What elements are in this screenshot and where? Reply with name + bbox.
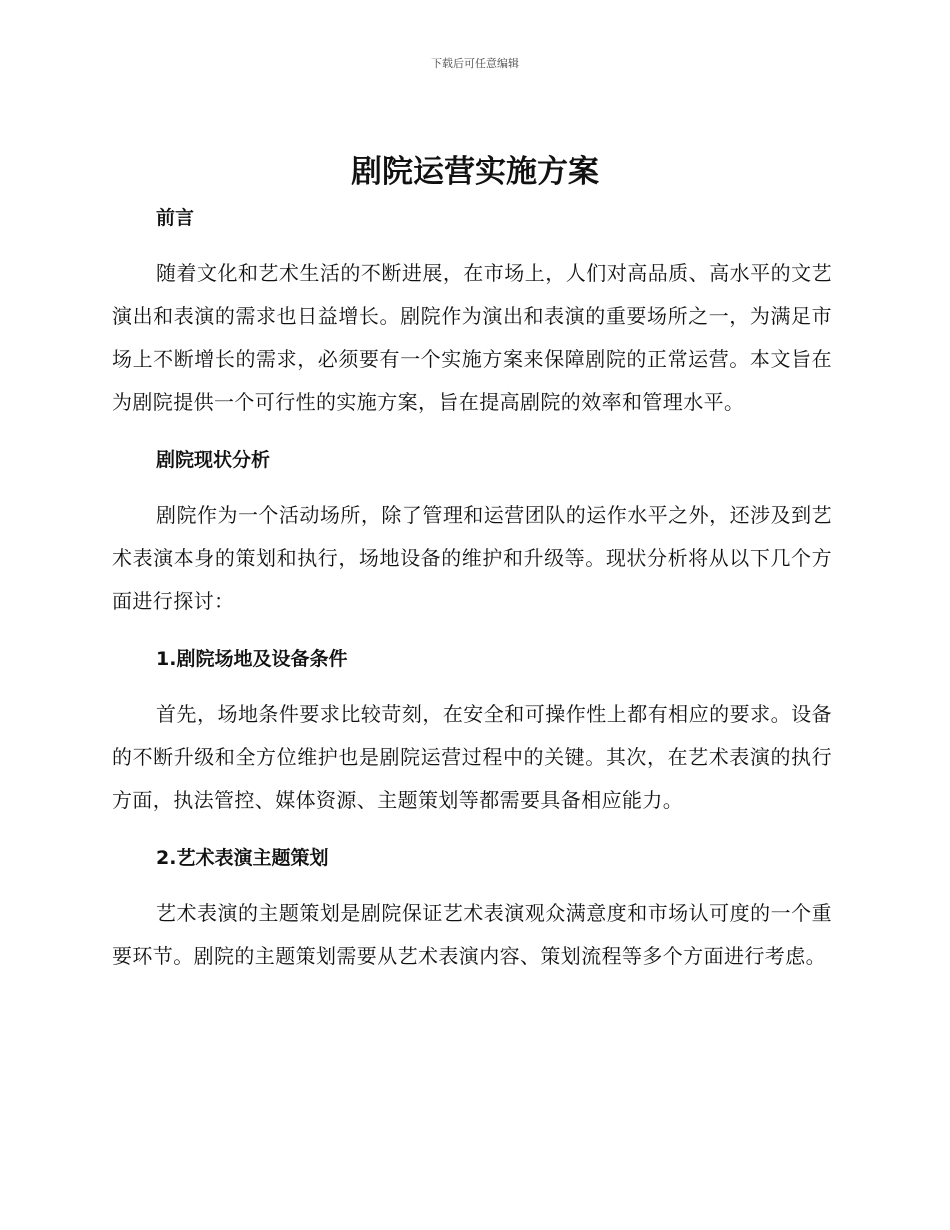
document-body (112, 200, 832, 978)
section-heading-venue-equipment: 1.剧院场地及设备条件 (156, 648, 348, 670)
document-title: 剧院运营实施方案 (351, 154, 599, 190)
section-paragraph-preface: 随着文化和艺术生活的不断进展，在市场上，人们对高品质、高水平的文艺演出和表演的需求也日益增长。剧院作为演出和表演的重要场所之一，为满足市场上不断增长的需求，必须要有一个实施方案来保障剧院的正常运营。本文旨在为剧院提供一个可行性的实施方案，旨在提高剧院的效率和管理水平。 (112, 261, 832, 414)
section-paragraph-status-analysis: 剧院作为一个活动场所，除了管理和运营团队的运作水平之外，还涉及到艺术表演本身的策划和执行，场地设备的维护和升级等。现状分析将从以下几个方面进行探讨： (112, 503, 832, 613)
section-heading-preface: 前言 (156, 207, 195, 229)
section-paragraph-theme-planning: 艺术表演的主题策划是剧院保证艺术表演观众满意度和市场认可度的一个重要环节。剧院的主题策划需要从艺术表演内容、策划流程等多个方面进行考虑。 (112, 901, 832, 968)
section-paragraph-venue-equipment: 首先，场地条件要求比较苛刻，在安全和可操作性上都有相应的要求。设备的不断升级和全方位维护也是剧院运营过程中的关键。其次，在艺术表演的执行方面，执法管控、媒体资源、主题策划等都需要具备相应能力。 (112, 702, 832, 812)
header-note: 下载后可任意编辑 (431, 57, 519, 70)
section-heading-theme-planning: 2.艺术表演主题策划 (156, 847, 329, 869)
section-heading-status-analysis: 剧院现状分析 (156, 449, 271, 471)
